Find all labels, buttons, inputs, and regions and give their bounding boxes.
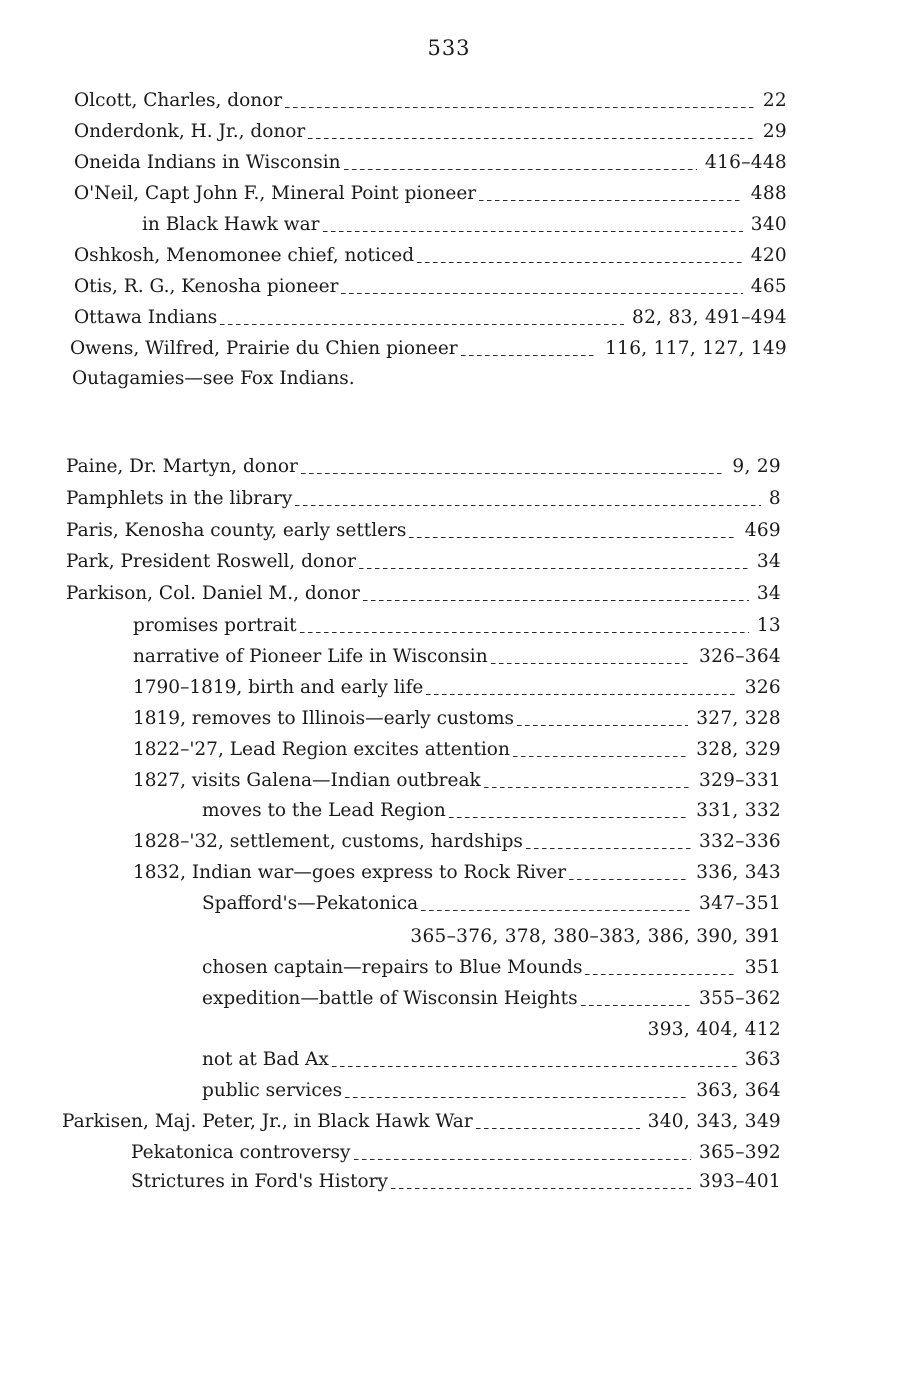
index-subentry (142, 210, 787, 240)
entry-pages: 336, 343 (696, 862, 781, 883)
index-entry (66, 579, 781, 609)
entry-pages: 34 (756, 551, 781, 572)
index-subentry (202, 796, 781, 826)
dot-leader (426, 691, 736, 695)
index-subentry (133, 704, 781, 734)
dot-leader (461, 352, 597, 356)
entry-pages: 420 (750, 245, 787, 266)
entry-pages: 9, 29 (732, 456, 781, 477)
index-subentry (133, 735, 781, 765)
entry-text: Owens, Wilfred, Prairie du Chien pioneer (70, 338, 458, 359)
dot-leader (354, 1156, 692, 1160)
dot-leader (220, 321, 624, 325)
entry-pages: 34 (756, 583, 781, 604)
entry-text: 1832, Indian war—goes express to Rock River (133, 862, 567, 883)
dot-leader (581, 1002, 691, 1006)
entry-text: Oneida Indians in Wisconsin (74, 152, 341, 173)
entry-pages: 116, 117, 127, 149 (605, 338, 787, 359)
entry-text: public services (202, 1080, 343, 1101)
entry-text: chosen captain—repairs to Blue Mounds (202, 957, 583, 978)
page-number: 533 (427, 36, 471, 60)
entry-pages: 327, 328 (696, 708, 781, 729)
dot-leader (341, 290, 742, 294)
dot-leader (409, 534, 736, 538)
entry-text: O'Neil, Capt John F., Mineral Point pioneer (74, 183, 477, 204)
index-subentry (133, 858, 781, 888)
entry-text: Pekatonica controversy (131, 1142, 351, 1163)
entry-text: Otis, R. G., Kenosha pioneer (74, 276, 339, 297)
index-subentry (133, 673, 781, 703)
dot-leader (491, 660, 691, 664)
dot-leader (476, 1125, 640, 1129)
index-continuation (340, 922, 781, 952)
entry-pages: 363 (744, 1049, 781, 1070)
index-subentry (202, 889, 781, 919)
index-subentry (202, 984, 781, 1014)
entry-text: 1827, visits Galena—Indian outbreak (133, 770, 481, 791)
dot-leader (359, 565, 749, 569)
dot-leader (285, 104, 755, 108)
entry-text: Spafford's—Pekatonica (202, 893, 419, 914)
index-subentry (133, 642, 781, 672)
index-entry (74, 241, 787, 271)
entry-text: 1828–'32, settlement, customs, hardships (133, 831, 523, 852)
entry-pages: 82, 83, 491–494 (632, 307, 787, 328)
dot-leader (301, 470, 725, 474)
entry-text: Strictures in Ford's History (131, 1171, 388, 1192)
entry-text: Onderdonk, H. Jr., donor (74, 121, 306, 142)
entry-pages: 331, 332 (696, 800, 781, 821)
entry-pages: 326–364 (699, 646, 781, 667)
entry-text: Parkison, Col. Daniel M., donor (66, 583, 360, 604)
entry-text: Olcott, Charles, donor (74, 90, 283, 111)
index-entry (74, 117, 787, 147)
index-entry (66, 452, 781, 482)
dot-leader (421, 907, 691, 911)
entry-pages: 363, 364 (696, 1080, 781, 1101)
entry-pages: 332–336 (699, 831, 781, 852)
index-subentry (202, 953, 781, 983)
index-subentry (131, 1167, 781, 1197)
entry-text: Paris, Kenosha county, early settlers (66, 520, 407, 541)
dot-leader (344, 166, 697, 170)
index-entry (74, 303, 787, 333)
entry-pages: 29 (762, 121, 787, 142)
entry-pages: 326 (744, 677, 781, 698)
entry-text: Pamphlets in the library (66, 488, 293, 509)
entry-pages: 365–392 (699, 1142, 781, 1163)
entry-text: 1822–'27, Lead Region excites attention (133, 739, 510, 760)
entry-pages: 393–401 (699, 1171, 781, 1192)
entry-text: Paine, Dr. Martyn, donor (66, 456, 298, 477)
entry-text: Outagamies—see Fox Indians. (72, 368, 355, 389)
dot-leader (526, 845, 691, 849)
index-entry (66, 547, 781, 577)
entry-pages: 328, 329 (696, 739, 781, 760)
index-entry (66, 484, 781, 514)
entry-text: expedition—battle of Wisconsin Heights (202, 988, 578, 1009)
entry-text: moves to the Lead Region (202, 800, 446, 821)
entry-pages: 488 (750, 183, 787, 204)
entry-pages: 340 (750, 214, 787, 235)
entry-pages: 355–362 (699, 988, 781, 1009)
index-entry (62, 1107, 781, 1137)
dot-leader (308, 135, 755, 139)
index-entry (72, 364, 787, 394)
index-entry (74, 179, 787, 209)
index-subentry (202, 1045, 781, 1075)
entry-pages: 351 (744, 957, 781, 978)
index-subentry (202, 1076, 781, 1106)
entry-pages: 347–351 (699, 893, 781, 914)
entry-text: Parkisen, Maj. Peter, Jr., in Black Hawk War (62, 1111, 473, 1132)
dot-leader (345, 1094, 688, 1098)
index-entry (70, 334, 787, 364)
index-subentry (133, 611, 781, 641)
index-entry (74, 86, 787, 116)
dot-leader (323, 228, 743, 232)
dot-leader (484, 784, 691, 788)
dot-leader (585, 971, 736, 975)
index-subentry (131, 1138, 781, 1168)
entry-text: 1819, removes to Illinois—early customs (133, 708, 515, 729)
entry-text: narrative of Pioneer Life in Wisconsin (133, 646, 488, 667)
entry-text: Park, President Roswell, donor (66, 551, 356, 572)
entry-text: in Black Hawk war (142, 214, 320, 235)
entry-pages: 8 (768, 488, 781, 509)
dot-leader (449, 814, 688, 818)
dot-leader (391, 1185, 691, 1189)
entry-pages: 22 (762, 90, 787, 111)
index-subentry (133, 766, 781, 796)
entry-pages: 13 (756, 615, 781, 636)
entry-text: 1790–1819, birth and early life (133, 677, 424, 698)
entry-pages: 393, 404, 412 (647, 1019, 781, 1040)
dot-leader (363, 597, 749, 601)
index-entry (74, 148, 787, 178)
entry-pages: 340, 343, 349 (647, 1111, 781, 1132)
dot-leader (569, 876, 688, 880)
dot-leader (479, 197, 743, 201)
index-subentry (133, 827, 781, 857)
entry-text: Oshkosh, Menomonee chief, noticed (74, 245, 415, 266)
entry-text: promises portrait (133, 615, 297, 636)
dot-leader (295, 502, 761, 506)
entry-pages: 365–376, 378, 380–383, 386, 390, 391 (410, 926, 781, 947)
index-continuation (560, 1015, 781, 1045)
entry-pages: 416–448 (705, 152, 787, 173)
dot-leader (517, 722, 688, 726)
dot-leader (332, 1063, 737, 1067)
index-entry (74, 272, 787, 302)
dot-leader (300, 629, 749, 633)
entry-pages: 469 (744, 520, 781, 541)
entry-text: Ottawa Indians (74, 307, 218, 328)
dot-leader (417, 259, 743, 263)
index-entry (66, 516, 781, 546)
entry-pages: 329–331 (699, 770, 781, 791)
entry-text: not at Bad Ax (202, 1049, 329, 1070)
entry-pages: 465 (750, 276, 787, 297)
dot-leader (513, 753, 688, 757)
